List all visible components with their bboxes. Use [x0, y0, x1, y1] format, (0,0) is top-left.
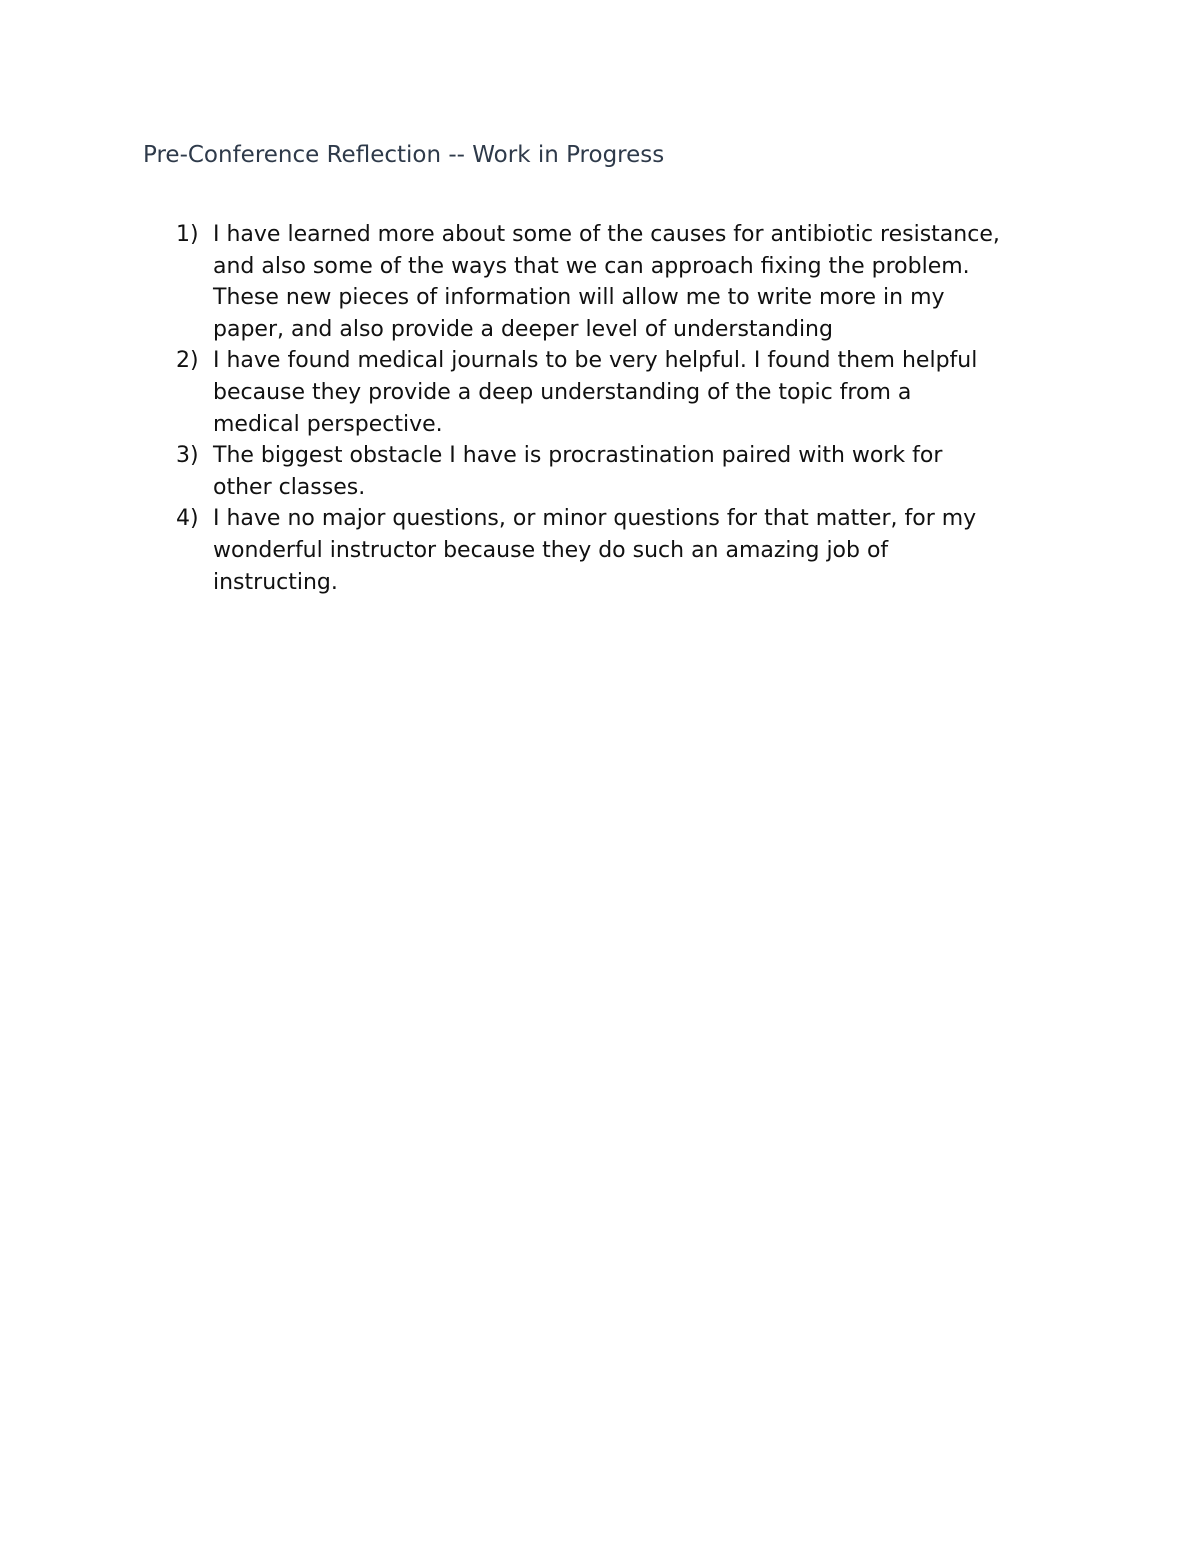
- list-item-line: I have no major questions, or minor questions for that matter, for my: [213, 506, 977, 532]
- list-item-line: The biggest obstacle I have is procrastination paired with work for: [213, 443, 943, 469]
- list-item-line: because they provide a deep understanding of the topic from a: [213, 379, 912, 405]
- list-item-number: 1): [176, 222, 199, 247]
- reflection-list: [172, 219, 1072, 598]
- list-item: [172, 440, 1072, 503]
- list-item-number: 4): [176, 506, 199, 532]
- list-item: [172, 503, 1072, 598]
- list-item: [172, 219, 1072, 345]
- list-item-line: other classes.: [213, 474, 366, 500]
- list-item: [172, 345, 1072, 440]
- document-title: Pre-Conference Reflection -- Work in Progress: [143, 142, 665, 168]
- list-item-line: I have found medical journals to be very helpful. I found them helpful: [213, 348, 978, 374]
- list-item-line: paper, and also provide a deeper level of understanding: [213, 316, 833, 342]
- list-item-line: instructing.: [213, 569, 338, 595]
- list-item-line: These new pieces of information will allow me to write more in my: [213, 285, 945, 311]
- list-item-line: I have learned more about some of the causes for antibiotic resistance,: [213, 222, 1000, 247]
- list-item-line: medical perspective.: [213, 411, 443, 437]
- list-item-number: 3): [176, 443, 199, 469]
- list-item-line: and also some of the ways that we can approach fixing the problem.: [213, 253, 970, 279]
- list-item-line: wonderful instructor because they do such an amazing job of: [213, 537, 889, 563]
- list-item-number: 2): [176, 348, 199, 374]
